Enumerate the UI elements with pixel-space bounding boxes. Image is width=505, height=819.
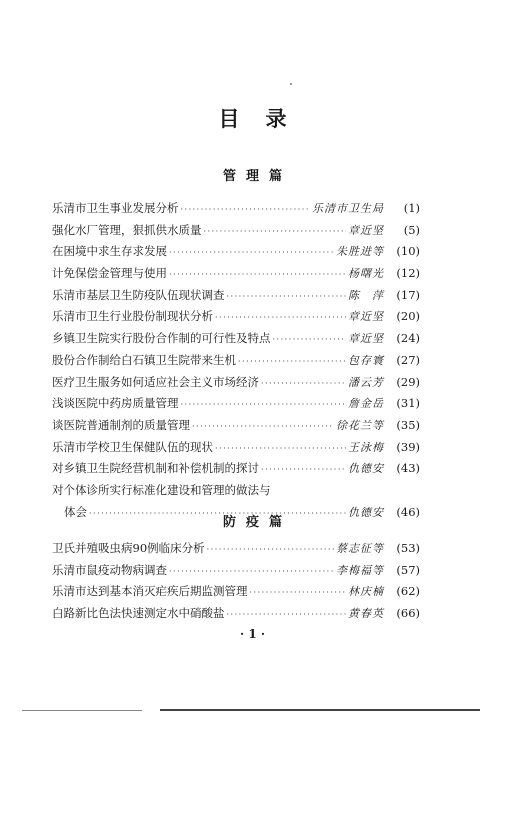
- entry-author: 杨曙光: [348, 267, 384, 281]
- entry-author: 仇德安: [348, 505, 384, 519]
- entry-title-continuation: 体会: [64, 504, 87, 519]
- toc-entry[interactable]: [52, 460, 420, 482]
- dot-leader: [227, 292, 347, 301]
- entry-page: (46): [396, 504, 420, 519]
- entry-page: (20): [396, 309, 420, 324]
- toc-entry-first-line[interactable]: [52, 482, 420, 504]
- entry-page: (53): [396, 541, 420, 555]
- toc-list-epidemic-prevention: [52, 540, 420, 627]
- toc-entry[interactable]: [52, 395, 420, 417]
- entry-title: 对乡镇卫生院经营机制和补偿机制的探讨: [52, 461, 259, 476]
- entry-author: 詹金岳: [348, 397, 384, 411]
- dot-leader: [207, 545, 334, 554]
- toc-entry[interactable]: [52, 374, 420, 396]
- entry-author: 林庆楠: [348, 585, 384, 599]
- entry-title: 强化水厂管理，狠抓供水质量: [52, 222, 202, 237]
- dot-leader: [181, 400, 347, 409]
- section-title-management: 管理篇: [222, 169, 292, 184]
- entry-page: (35): [396, 417, 420, 432]
- entry-author: 蔡志征等: [336, 542, 384, 555]
- toc-entry[interactable]: [52, 287, 420, 309]
- dot-leader: [169, 567, 334, 576]
- dot-leader: [192, 422, 334, 431]
- entry-title: 浅谈医院中药房质量管理: [52, 396, 179, 411]
- toc-entry[interactable]: [52, 583, 420, 605]
- toc-entry[interactable]: [52, 562, 420, 584]
- entry-page: (12): [396, 266, 420, 281]
- dot-leader: [215, 444, 346, 453]
- entry-author: 包存寰: [348, 353, 384, 367]
- entry-title: 乐清市基层卫生防疫队伍现状调查: [52, 287, 225, 302]
- dot-leader: [238, 357, 346, 366]
- entry-author: 朱胜进等: [336, 245, 384, 259]
- entry-title: 乐清市卫生事业发展分析: [52, 201, 179, 215]
- entry-page: (17): [396, 287, 420, 302]
- entry-title: 在困境中求生存求发展: [52, 244, 167, 259]
- entry-page: (24): [396, 331, 420, 346]
- page-number: · 1 ·: [239, 627, 266, 641]
- toc-entry[interactable]: [52, 439, 420, 461]
- dot-leader: [204, 227, 347, 236]
- entry-title: 乐清市达到基本消灭疟疾后期监测管理: [52, 584, 248, 599]
- footer-rule-right: [160, 709, 480, 711]
- dot-leader: [181, 205, 311, 214]
- scan-speck: [290, 83, 292, 85]
- entry-author: 章近坚: [348, 310, 384, 324]
- entry-title: 计免保偿金管理与使用: [52, 266, 167, 281]
- toc-entry[interactable]: [52, 308, 420, 330]
- entry-author: 李梅福等: [336, 563, 384, 577]
- toc-entry[interactable]: [52, 605, 420, 627]
- toc-entry[interactable]: [52, 330, 420, 352]
- entry-author: 黄春英: [348, 607, 384, 621]
- dot-leader: [169, 270, 346, 279]
- dot-leader: [261, 379, 346, 388]
- entry-title: 医疗卫生服务如何适应社会主义市场经济: [52, 374, 259, 389]
- entry-page: (31): [396, 396, 420, 411]
- entry-page: (57): [396, 562, 420, 577]
- entry-page: (66): [396, 606, 420, 621]
- entry-title: 乐清市鼠疫动物病调查: [52, 562, 167, 577]
- entry-title: 谈医院普通制剂的质量管理: [52, 417, 190, 432]
- toc-entry[interactable]: [52, 222, 420, 244]
- entry-page: (5): [403, 222, 420, 237]
- entry-page: (27): [396, 352, 420, 367]
- entry-author: 王泳梅: [348, 440, 384, 454]
- entry-author: 章近坚: [348, 332, 384, 346]
- dot-leader: [215, 313, 346, 322]
- entry-page: (1): [403, 201, 420, 215]
- toc-entry[interactable]: [52, 352, 420, 374]
- entry-author: 潘云芳: [348, 375, 384, 389]
- toc-entry[interactable]: [52, 200, 420, 222]
- entry-author: 章近坚: [348, 223, 384, 237]
- entry-author: 徐花兰等: [336, 418, 384, 432]
- dot-leader: [273, 335, 347, 344]
- toc-entry[interactable]: [52, 540, 420, 562]
- entry-title: 乐清市卫生行业股份制现状分析: [52, 309, 213, 324]
- section-title-epidemic-prevention: 防疫篇: [222, 515, 292, 530]
- toc-list-management: [52, 200, 420, 525]
- entry-page: (39): [396, 439, 420, 454]
- footer-rule-left: [22, 710, 142, 711]
- entry-title: 白路新比色法快速测定水中硝酸盐: [52, 606, 225, 621]
- entry-page: (62): [396, 584, 420, 599]
- dot-leader: [169, 248, 334, 257]
- entry-author: 仇德安: [348, 462, 384, 476]
- dot-leader: [261, 465, 346, 474]
- entry-title: 对个体诊所实行标准化建设和管理的做法与: [52, 482, 271, 497]
- entry-title: 乡镇卫生院实行股份合作制的可行性及特点: [52, 331, 271, 346]
- entry-page: (43): [396, 461, 420, 476]
- entry-title: 乐清市学校卫生保健队伍的现状: [52, 439, 213, 454]
- entry-author: 乐清市卫生局: [312, 202, 384, 215]
- entry-title: 卫氏并殖吸虫病90例临床分析: [52, 541, 205, 555]
- toc-entry[interactable]: [52, 243, 420, 265]
- dot-leader: [227, 610, 347, 619]
- entry-page: (29): [396, 374, 420, 389]
- entry-page: (10): [396, 244, 420, 259]
- toc-entry[interactable]: [52, 417, 420, 439]
- page-title: 目录: [218, 106, 313, 131]
- toc-entry[interactable]: [52, 265, 420, 287]
- entry-title: 股份合作制给白石镇卫生院带来生机: [52, 352, 236, 367]
- dot-leader: [250, 588, 347, 597]
- entry-author: 陈 萍: [348, 288, 384, 302]
